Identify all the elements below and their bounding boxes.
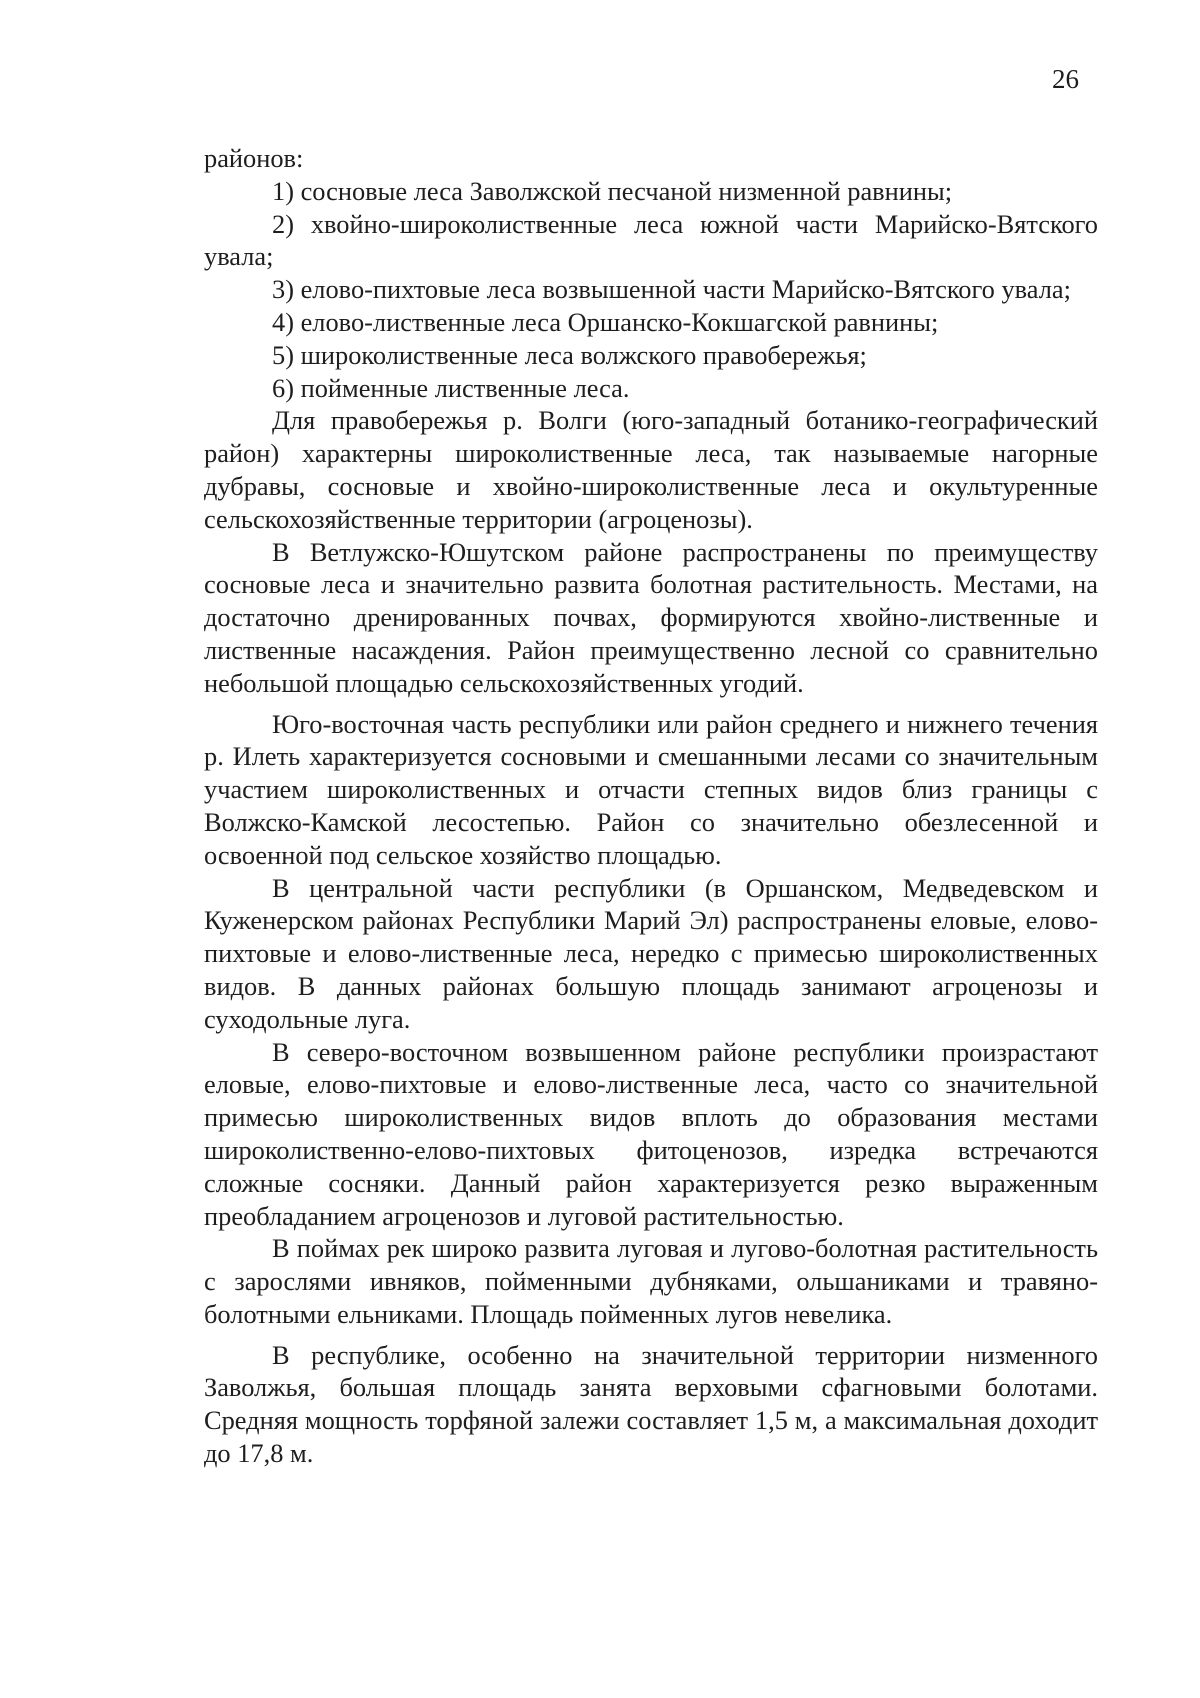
paragraph-continuation: районов: <box>204 143 304 173</box>
list-item-1: 1) сосновые леса Заволжской песчаной низменной равнины; <box>272 175 953 206</box>
paragraph-central: В центральной части республики (в Оршанском, Медведевском и Куженерском районах Республики Марий Эл) распространены еловые, елово-пихтовые и елово-лиственные леса, нередко с примесью широколиственных видов. В данных районах большую площадь занимают агроценозы и суходольные луга. <box>204 872 1098 1034</box>
list-item-6: 6) пойменные лиственные леса. <box>272 372 630 403</box>
page-number: 26 <box>1052 64 1079 94</box>
list-item-4: 4) елово-лиственные леса Оршанско-Кокшагской равнины; <box>272 306 939 337</box>
body-text <box>204 142 1098 1470</box>
list-item-3: 3) елово-пихтовые леса возвышенной части Марийско-Вятского увала; <box>272 274 1071 305</box>
paragraph-southeast: Юго-восточная часть республики или район среднего и нижнего течения р. Илеть характеризуется сосновыми и смешанными лесами со значительным участием широколиственных и отчасти степных видов близ границы с Волжско-Камской лесостепью. Район со значительно обезлесенной и освоенной под сельское хозяйство площадью. <box>204 708 1098 870</box>
paragraph-northeast: В северо-восточном возвышенном районе республики произрастают еловые, елово-пихтовые и елово-лиственные леса, часто со значительной примесью широколиственных видов вплоть до образования местами широколиственно-елово-пихтовых фитоценозов, изредка встречаются сложные сосняки. Данный район характеризуется резко выраженным преобладанием агроценозов и луговой растительностью. <box>204 1036 1098 1231</box>
paragraph-bogs: В республике, особенно на значительной территории низменного Заволжья, большая площадь занята верховыми сфагновыми болотами. Средняя мощность торфяной залежи составляет 1,5 м, а максимальная доходит до 17,8 м. <box>204 1339 1098 1469</box>
paragraph-floodplains: В поймах рек широко развита луговая и лугово-болотная растительность с зарослями ивняков, пойменными дубняками, ольшаниками и травяно-болотными ельниками. Площадь пойменных лугов невелика. <box>204 1233 1098 1329</box>
list-item-2: 2) хвойно-широколиственные леса южной части Марийско-Вятского увала; <box>204 208 1098 272</box>
list-item-5: 5) широколиственные леса волжского правобережья; <box>272 339 867 370</box>
paragraph-southwest: Для правобережья р. Волги (юго-западный ботанико-географический район) характерны широколиственные леса, так называемые нагорные дубравы, сосновые и хвойно-широколиственные леса и окультуренные сельскохозяйственные территории (агроценозы). <box>204 405 1098 534</box>
paragraph-vetluzhsko-yushutsky: В Ветлужско-Юшутском районе распространены по преимуществу сосновые леса и значительно развита болотная растительность. Местами, на достаточно дренированных почвах, формируются хвойно-лиственные и лиственные насаждения. Район преимущественно лесной со сравнительно небольшой площадью сельскохозяйственных угодий. <box>204 536 1098 698</box>
